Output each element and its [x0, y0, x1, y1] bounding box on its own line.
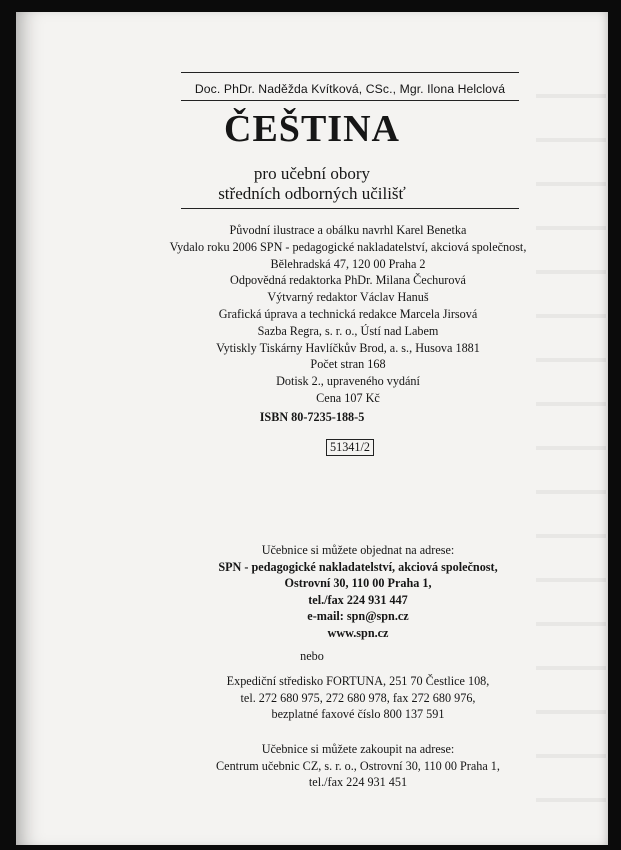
imprint-line: Dotisk 2., upraveného vydání: [276, 374, 420, 389]
imprint-line: Bělehradská 47, 120 00 Praha 2: [270, 256, 426, 271]
expedition-line: tel. 272 680 975, 272 680 978, fax 272 680 976,: [240, 690, 476, 705]
authors-rule: [181, 100, 519, 101]
separator-word: nebo: [300, 649, 324, 663]
order-line: tel./fax 224 931 447: [308, 592, 408, 607]
imprint-line: Počet stran 168: [310, 357, 386, 372]
authors: Doc. PhDr. Naděžda Kvítková, CSc., Mgr. Ilona Helclová: [194, 82, 506, 96]
subtitle-line: středních odborných učilišť: [218, 184, 406, 203]
imprint-line: Odpovědná redaktorka PhDr. Milana Čechurová: [230, 273, 466, 288]
imprint-block: [148, 222, 548, 407]
order-email: e-mail: spn@spn.cz: [307, 609, 409, 624]
order-line: SPN - pedagogické nakladatelství, akciová společnost,: [218, 559, 498, 574]
purchase-line: Učebnice si můžete zakoupit na adrese:: [261, 742, 455, 756]
imprint-line: Sazba Regra, s. r. o., Ústí nad Labem: [257, 323, 439, 338]
book-page: [16, 12, 608, 845]
imprint-line: Výtvarný redaktor Václav Hanuš: [267, 290, 429, 305]
order-website: www.spn.cz: [327, 625, 389, 640]
book-title: ČEŠTINA: [224, 108, 400, 150]
imprint-line: Vytiskly Tiskárny Havlíčkův Brod, a. s., Husova 1881: [216, 340, 480, 355]
purchase-line: Centrum učebnic CZ, s. r. o., Ostrovní 30, 110 00 Praha 1,: [216, 758, 500, 773]
order-intro: Učebnice si můžete objednat na adrese:: [261, 543, 455, 557]
order-block: [148, 542, 568, 642]
imprint-line: Grafická úprava a technická redakce Marcela Jirsová: [218, 306, 478, 321]
expedition-line: bezplatné faxové číslo 800 137 591: [271, 707, 445, 722]
purchase-line: tel./fax 224 931 451: [308, 775, 408, 790]
book-subtitle: [16, 164, 608, 204]
imprint-line: Původní ilustrace a obálku navrhl Karel Benetka: [229, 223, 467, 237]
title-rule: [181, 208, 519, 209]
expedition-block: [148, 673, 568, 723]
catalog-code-box: 51341/2: [326, 439, 374, 456]
imprint-line: Cena 107 Kč: [316, 390, 380, 405]
subtitle-line: pro učební obory: [253, 164, 371, 183]
expedition-line: Expediční středisko FORTUNA, 251 70 Čestlice 108,: [226, 674, 490, 688]
top-rule: [181, 72, 519, 73]
purchase-block: [148, 741, 568, 791]
order-line: Ostrovní 30, 110 00 Praha 1,: [284, 576, 432, 591]
isbn: ISBN 80-7235-188-5: [259, 410, 365, 424]
imprint-line: Vydalo roku 2006 SPN - pedagogické nakladatelství, akciová společnost,: [169, 239, 527, 254]
